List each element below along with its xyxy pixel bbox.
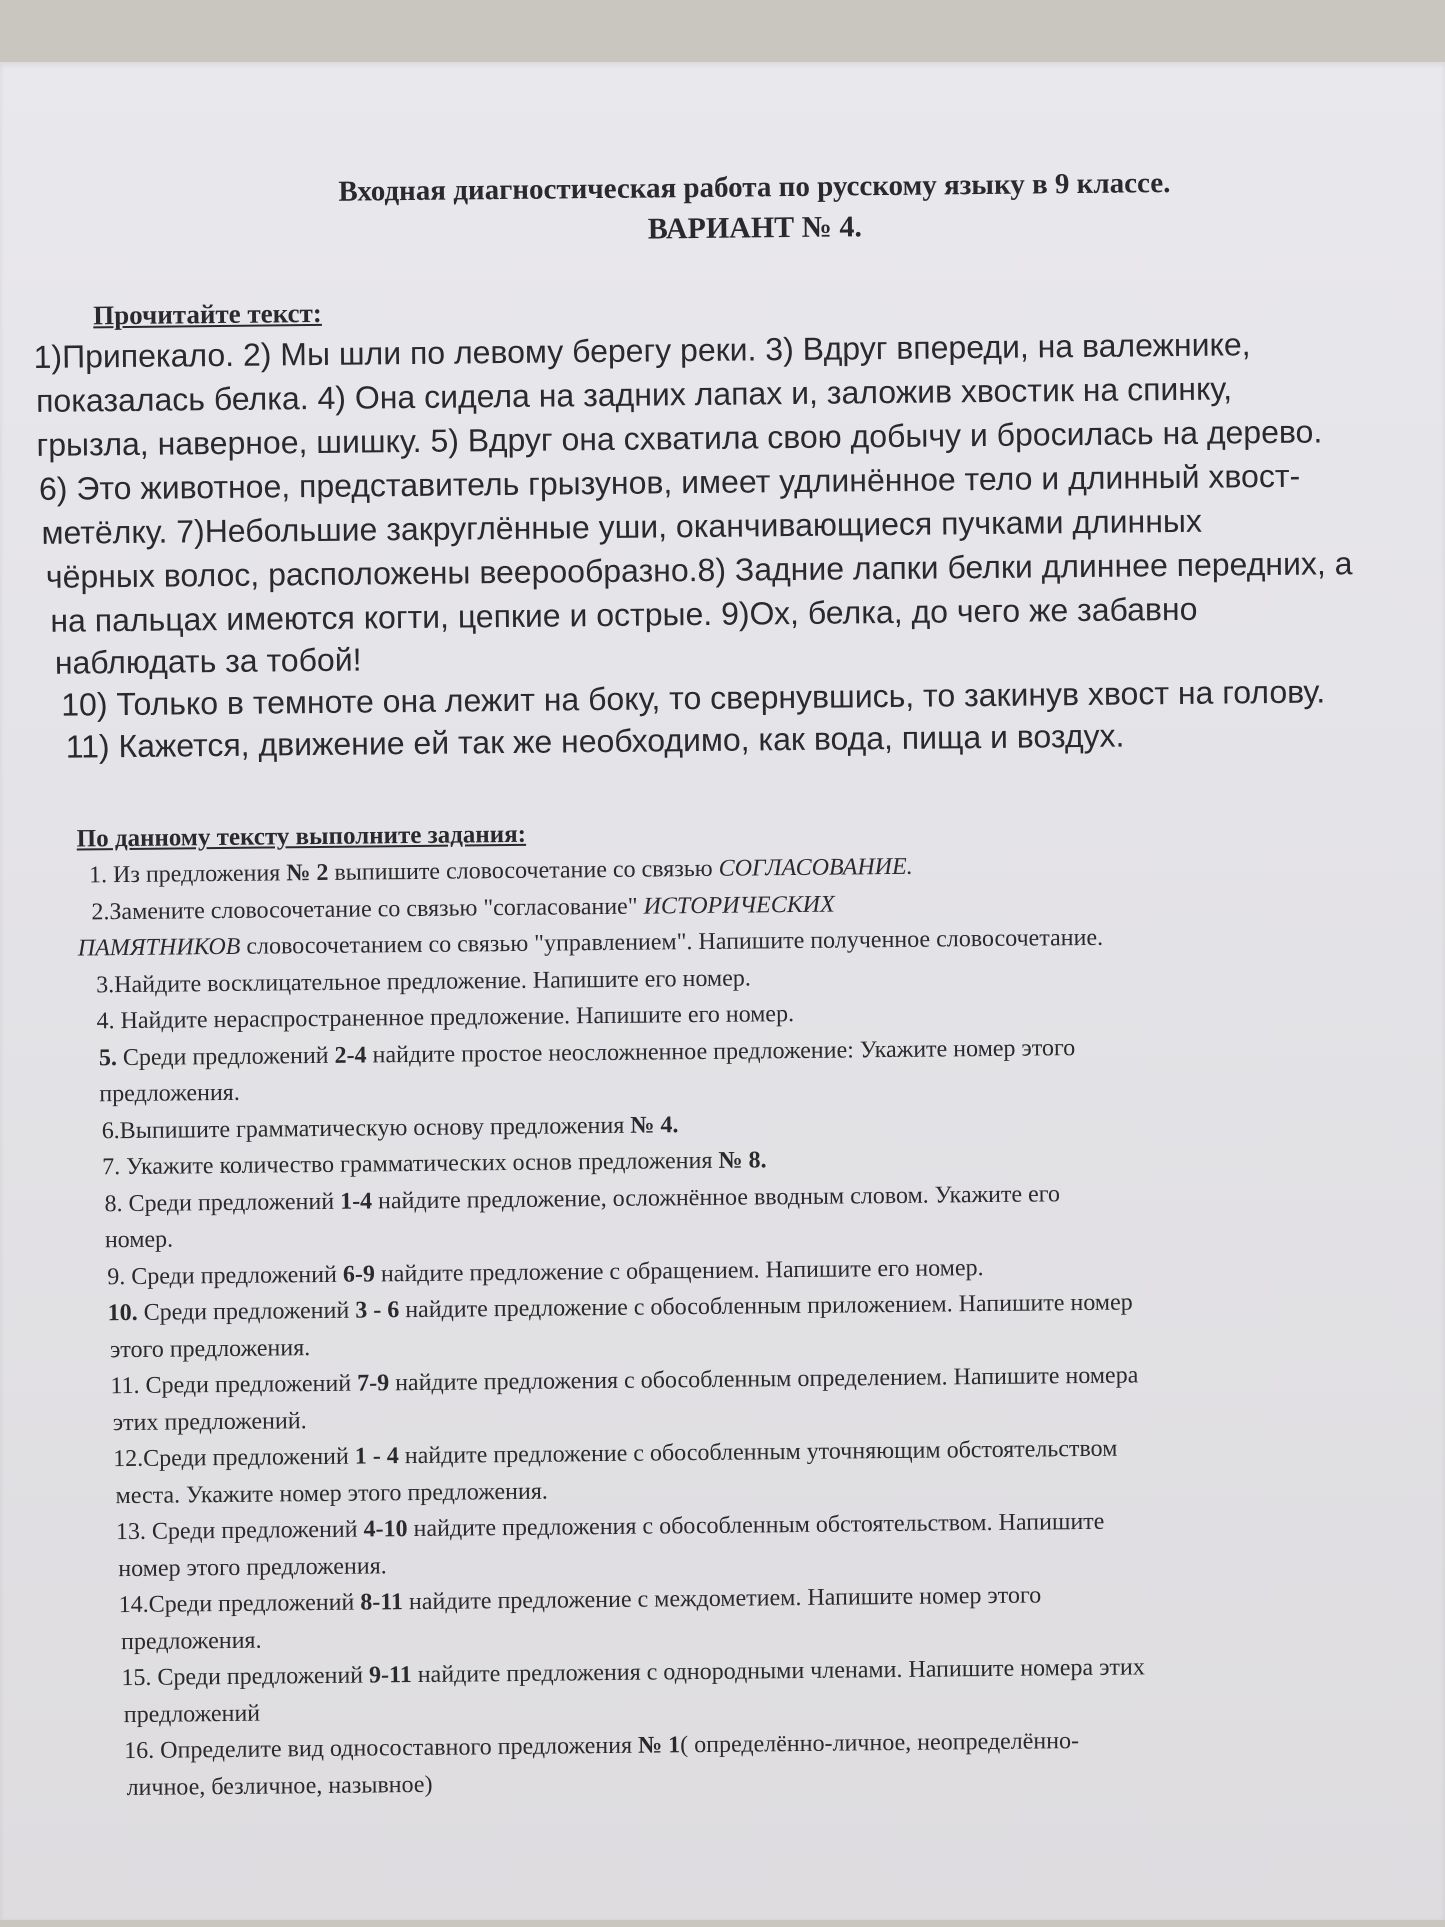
task-text-pre: этих предложений. bbox=[112, 1407, 307, 1436]
task-text-bold: 8-11 bbox=[360, 1589, 404, 1616]
text-line: 6) Это животное, представитель грызунов, имеет удлинённое тело и длинный хвост- bbox=[38, 457, 1301, 507]
text-line: на пальцах имеются когти, цепкие и острые. 9)Ох, белка, до чего же забавно bbox=[50, 590, 1198, 639]
text-line: грызла, наверное, шишку. 5) Вдруг она схватила свою добычу и бросилась на дерево. bbox=[36, 413, 1323, 463]
task-line bbox=[96, 963, 751, 1000]
task-text-pre: личное, безличное, назывное) bbox=[126, 1771, 433, 1801]
task-text-pre: предложения. bbox=[99, 1079, 240, 1108]
task-text-pre: 16. Определите вид односоставного предложения bbox=[124, 1732, 639, 1765]
task-line bbox=[105, 1225, 174, 1256]
text-line: показалась белка. 4) Она сидела на задних лапах и, заложив хвостик на спинку, bbox=[35, 370, 1233, 419]
task-text-post: выпишите словосочетание со связью bbox=[328, 855, 719, 886]
task-line bbox=[99, 1078, 240, 1109]
task-line bbox=[115, 1476, 548, 1511]
task-text-post2: найдите предложение с обособленным приложением. Напишите номер bbox=[399, 1289, 1133, 1324]
task-text-pre: 4. Найдите нераспространенное предложение. Напишите его номер. bbox=[96, 1001, 795, 1035]
page-content bbox=[0, 54, 1445, 1927]
task-line bbox=[116, 1507, 1105, 1547]
task-text-pre: 6.Выпишите грамматическую основу предложения bbox=[101, 1112, 631, 1144]
task-line bbox=[121, 1625, 262, 1656]
task-text-bold: № 8. bbox=[718, 1147, 767, 1174]
task-text-bold2: 3 - 6 bbox=[355, 1297, 400, 1324]
task-line bbox=[107, 1253, 984, 1292]
text-line: чёрных волос, расположены веерообразно.8) Задние лапки белки длиннее передних, а bbox=[45, 545, 1353, 595]
task-text-bold: 9-11 bbox=[368, 1662, 412, 1689]
task-line bbox=[126, 1769, 432, 1802]
task-text-post: найдите предложения с обособленным определением. Напишите номера bbox=[388, 1362, 1139, 1397]
task-line bbox=[102, 1145, 767, 1182]
paper-sheet bbox=[0, 62, 1445, 1920]
task-line bbox=[102, 1110, 679, 1146]
task-text-pre: 7. Укажите количество грамматических основ предложения bbox=[101, 1147, 719, 1181]
task-line bbox=[119, 1580, 1042, 1620]
task-text-pre: места. Укажите номер этого предложения. bbox=[115, 1478, 548, 1509]
task-text-post: найдите предложение с обращением. Напишите его номер. bbox=[374, 1254, 984, 1287]
document-title: Входная диагностическая работа по русскому языку в 9 классе. bbox=[338, 167, 1171, 208]
task-text-bold: № 1 bbox=[637, 1732, 681, 1759]
read-text-heading: Прочитайте текст: bbox=[93, 297, 322, 331]
task-text-post: Среди предложений bbox=[116, 1042, 335, 1071]
task-line bbox=[118, 1551, 387, 1584]
task-text-bold: № 4. bbox=[630, 1111, 679, 1139]
task-text-bold: 7-9 bbox=[356, 1370, 390, 1397]
task-text-post: найдите предложения с однородными членами. Напишите номера этих bbox=[411, 1654, 1145, 1689]
task-text-bold: 10. bbox=[107, 1299, 138, 1327]
task-text-pre: 15. Среди предложений bbox=[121, 1662, 370, 1692]
task-text-pre: 3.Найдите восклицательное предложение. Напишите его номер. bbox=[96, 964, 751, 998]
task-line bbox=[91, 889, 835, 927]
task-text-pre: номер этого предложения. bbox=[118, 1552, 387, 1582]
task-text-pre: 13. Среди предложений bbox=[115, 1516, 364, 1546]
variant-title: ВАРИАНТ № 4. bbox=[647, 210, 863, 246]
task-text-bold: № 2 bbox=[286, 859, 329, 887]
task-text-bold: 4-10 bbox=[363, 1516, 408, 1543]
task-text-post: найдите предложение с обособленным уточняющим обстоятельством bbox=[398, 1435, 1118, 1470]
task-text-ital: ПАМЯТНИКОВ bbox=[77, 933, 241, 962]
task-text-bold2: 2-4 bbox=[334, 1041, 367, 1069]
text-line: метёлку. 7)Небольшие закруглённые уши, оканчивающиеся пучками длинных bbox=[41, 502, 1203, 551]
task-text-pre: этого предложения. bbox=[109, 1334, 311, 1363]
task-text-bold: 6-9 bbox=[342, 1260, 376, 1288]
task-line bbox=[89, 852, 913, 891]
task-text-pre: 8. Среди предложений bbox=[104, 1188, 341, 1217]
text-line: 10) Только в темноте она лежит на боку, то свернувшись, то закинув хвост на голову. bbox=[61, 673, 1326, 723]
task-text-post: найдите предложение с междометием. Напишите номер этого bbox=[402, 1582, 1042, 1616]
task-text-pre: 14.Среди предложений bbox=[118, 1589, 361, 1619]
task-text-pre: номер. bbox=[104, 1226, 174, 1254]
text-line: 1)Припекало. 2) Мы шли по левому берегу реки. 3) Вдруг впереди, на валежнике, bbox=[33, 326, 1251, 375]
task-text-pre: 11. Среди предложений bbox=[110, 1370, 358, 1400]
task-text-ital: ИСТОРИЧЕСКИХ bbox=[643, 891, 835, 920]
task-line bbox=[96, 999, 794, 1036]
task-line bbox=[124, 1726, 1079, 1766]
text-line: 11) Кажется, движение ей так же необходимо, как вода, пища и воздух. bbox=[65, 717, 1125, 765]
task-text-post2: найдите простое неосложненное предложение: Укажите номер этого bbox=[366, 1034, 1076, 1068]
task-text-bold: 1-4 bbox=[339, 1187, 373, 1215]
task-line bbox=[99, 1033, 1076, 1073]
task-line bbox=[107, 1287, 1132, 1328]
task-line bbox=[110, 1333, 310, 1365]
task-line bbox=[104, 1179, 1060, 1219]
text-line: наблюдать за тобой! bbox=[54, 641, 362, 681]
task-text-post: Среди предложений bbox=[137, 1297, 356, 1326]
task-text-post: найдите предложение, осложнённое вводным словом. Укажите его bbox=[371, 1180, 1061, 1214]
task-text-bold: 5. bbox=[98, 1044, 118, 1071]
task-text-pre: 12.Среди предложений bbox=[113, 1443, 355, 1473]
task-text-pre: 9. Среди предложений bbox=[107, 1261, 344, 1290]
task-text-pre: 2.Замените словосочетание со связью "согласование" bbox=[91, 893, 644, 925]
task-line bbox=[121, 1652, 1145, 1693]
task-line bbox=[113, 1406, 307, 1438]
tasks-heading: По данному тексту выполните задания: bbox=[76, 820, 527, 853]
task-text-ital: СОГЛАСОВАНИЕ. bbox=[718, 853, 913, 882]
task-line bbox=[78, 923, 1104, 964]
task-text-bold: 1 - 4 bbox=[354, 1443, 399, 1470]
task-text-tail: словосочетанием со связью "управлением". Напишите полученное словосочетание. bbox=[240, 924, 1104, 960]
task-text-pre: предложений bbox=[123, 1700, 261, 1728]
task-line bbox=[110, 1360, 1138, 1401]
task-line bbox=[113, 1434, 1117, 1475]
task-text-pre: предложения. bbox=[120, 1627, 262, 1655]
task-text-post: найдите предложения с обособленным обстоятельством. Напишите bbox=[407, 1508, 1105, 1543]
task-text-pre: 1. Из предложения bbox=[88, 860, 287, 889]
task-text-post: ( определённо-личное, неопределённо- bbox=[680, 1728, 1080, 1759]
task-line bbox=[124, 1698, 261, 1729]
